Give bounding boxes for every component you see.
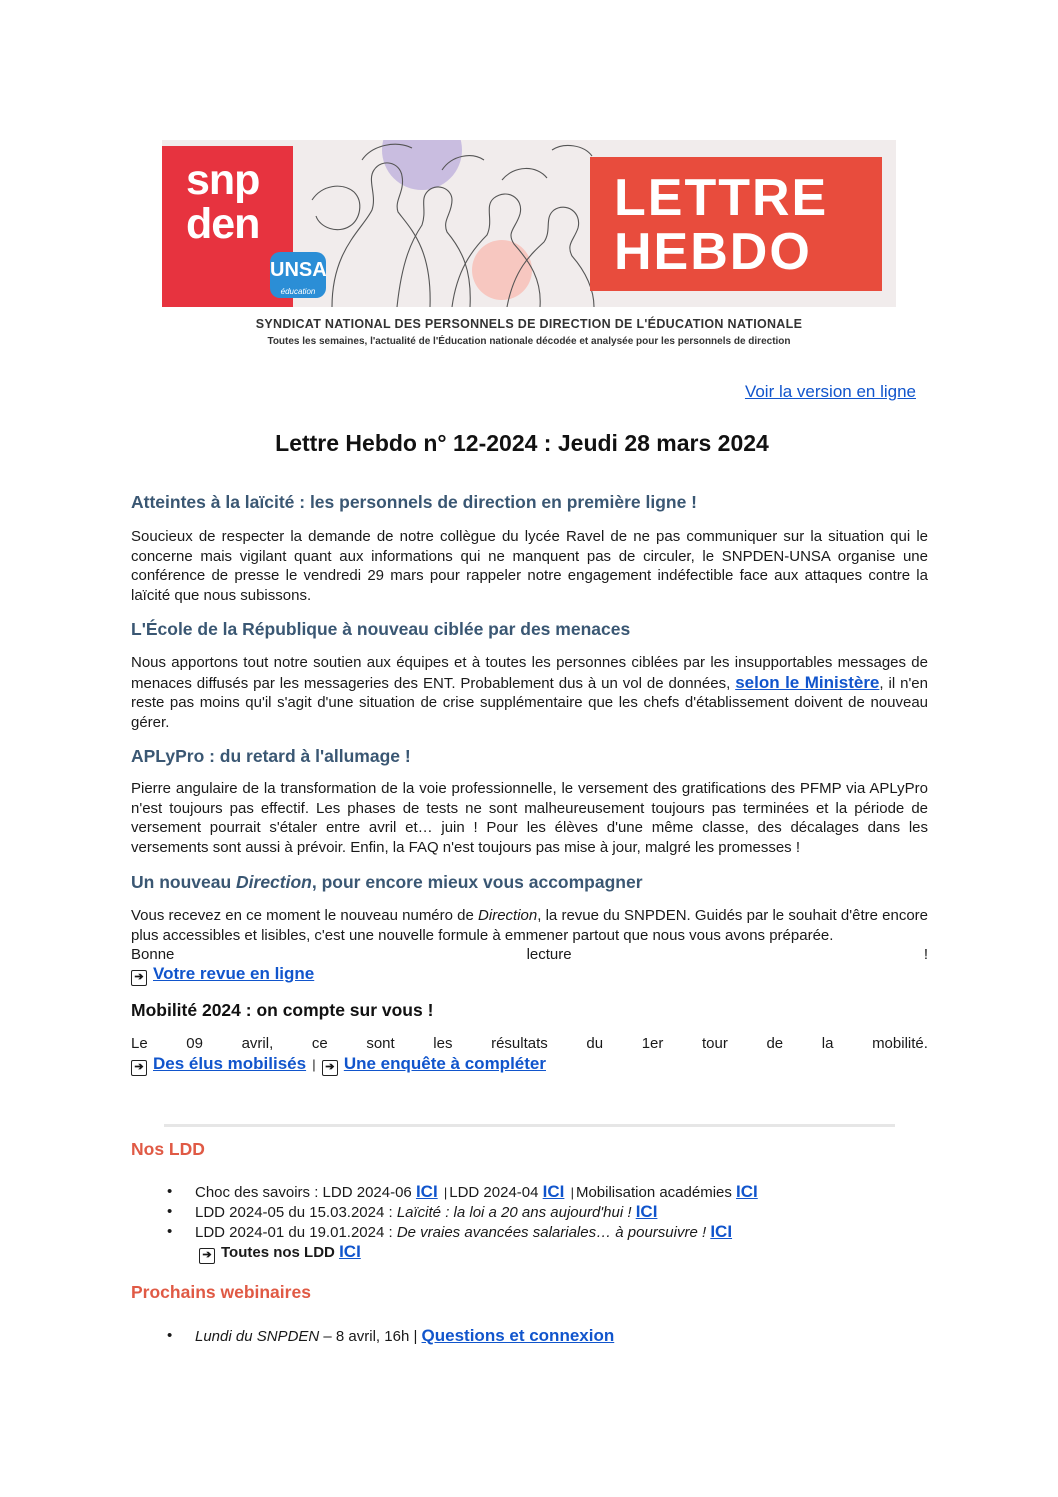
mobilite-word: Le: [131, 1035, 148, 1052]
newsletter-title: Lettre Hebdo n° 12-2024 : Jeudi 28 mars 2024: [275, 430, 769, 456]
section-body-laicite: Soucieux de respecter la demande de notre collègue du lycée Ravel de ne pas communiquer sur la situation qui le concerne mais vigilant quant aux informations qui ne manquent pas de circuler, le SNPDEN-UNSA organise une conférence de presse le vendredi 29 mars pour rappeler notre engagement indéfectible face aux attaques contre la laïcité que nous subissons.: [131, 528, 928, 604]
webinaire-name: Lundi du SNPDEN: [195, 1328, 320, 1345]
arrow-right-icon: ➔: [322, 1060, 338, 1076]
mobilite-line: [131, 1034, 928, 1054]
ici-link[interactable]: ICI: [736, 1182, 758, 1201]
mobilite-word: la: [821, 1035, 834, 1052]
closing-word: Bonne: [131, 946, 175, 963]
elus-mobilises-link[interactable]: Des élus mobilisés: [153, 1054, 307, 1073]
ldd-text: LDD 2024-05 du 15.03.2024 :: [195, 1204, 397, 1221]
list-item: [163, 1222, 758, 1264]
ldd-italic-text: Laïcité : la loi a 20 ans aujourd'hui !: [396, 1204, 636, 1221]
mobilite-word: sont: [366, 1035, 395, 1052]
ici-link[interactable]: ICI: [339, 1242, 361, 1261]
unsa-logo-subtext: éducation: [280, 287, 316, 296]
mobilite-word: 1er: [641, 1035, 664, 1052]
divider: [164, 1124, 895, 1127]
mobilite-word: mobilité.: [872, 1035, 928, 1052]
ministere-link[interactable]: selon le Ministère: [735, 672, 880, 692]
arrow-right-icon: ➔: [199, 1248, 215, 1264]
list-item: [163, 1182, 758, 1202]
logo-line-den: den: [186, 200, 260, 248]
people-sketch-illustration: [302, 140, 602, 307]
separator: |: [570, 1185, 574, 1200]
questions-connexion-link[interactable]: Questions et connexion: [421, 1326, 615, 1345]
section-title-mobilite: Mobilité 2024 : on compte sur vous !: [131, 1000, 434, 1020]
section-body-aplypro: Pierre angulaire de la transformation de la voie professionnelle, le versement des gratifications des PFMP via APLyPro n'est toujours pas effectif. Les phases de tests ne sont malheureusement toujours pas terminées et la période de versement pourrait s'étaler entre avril et… juin ! Pour les élèves d'une même classe, des décalages dans les versements sont aussi à prévoir. Enfin, la FAQ n'est toujours pas mise à jour, malgré les promesses !: [131, 780, 928, 856]
view-online-link[interactable]: Voir la version en ligne: [744, 382, 916, 401]
arrow-right-icon: ➔: [131, 970, 147, 986]
syndicat-name: SYNDICAT NATIONAL DES PERSONNELS DE DIRECTION DE L'ÉDUCATION NATIONALE: [255, 317, 803, 331]
mobilite-word: ce: [311, 1035, 328, 1052]
section-title-direction-part2: , pour encore mieux vous accompagner: [311, 872, 643, 892]
ici-link[interactable]: ICI: [415, 1182, 438, 1201]
separator: |: [312, 1057, 316, 1072]
ici-link[interactable]: ICI: [542, 1182, 565, 1201]
ldd-list: [163, 1182, 758, 1264]
enquete-link[interactable]: Une enquête à compléter: [343, 1054, 546, 1073]
section-title-aplypro: APLyPro : du retard à l'allumage !: [131, 746, 411, 766]
unsa-logo-text: UNSA: [270, 259, 327, 281]
ldd-text: LDD 2024-01 du 19.01.2024 :: [195, 1224, 397, 1241]
section-body-direction-italic: Direction: [478, 907, 538, 924]
all-ldd-row: [195, 1242, 758, 1264]
mobilite-word: avril,: [241, 1035, 274, 1052]
section-body-direction-text1: Vous recevez en ce moment le nouveau numéro de: [131, 907, 479, 924]
logo-line-snp: snp: [186, 156, 260, 204]
lettre-hebdo-title-block: [590, 157, 882, 291]
mobilite-word: du: [586, 1035, 604, 1052]
list-item: [163, 1202, 758, 1222]
all-ldd-label: Toutes nos LDD: [221, 1244, 340, 1261]
ici-link[interactable]: ICI: [635, 1202, 658, 1221]
mobilite-links-row: [131, 1054, 546, 1076]
arrow-right-icon: ➔: [131, 1060, 147, 1076]
section-title-ldd: Nos LDD: [131, 1139, 205, 1159]
mobilite-word: tour: [702, 1035, 728, 1052]
ici-link[interactable]: ICI: [710, 1222, 733, 1241]
list-item: [163, 1326, 614, 1346]
banner-title-line1: LETTRE: [614, 169, 829, 227]
closing-word: !: [923, 946, 928, 963]
ldd-text: Choc des savoirs : LDD 2024-06: [195, 1184, 416, 1201]
mobilite-word: 09: [186, 1035, 203, 1052]
section-title-direction-italic: Direction: [236, 872, 312, 892]
section-body-menaces-text1: Nous apportons tout notre soutien aux équipes et à toutes les personnes ciblées par les insupportables messages de menaces diffusés par les messageries des ENT. Probablement dus à un vol de données,: [131, 654, 928, 692]
section-body-menaces-text2: , il n'en reste pas moins qu'il s'agit d'une situation de crise supplémentaire que les chefs d'établissement doivent de nouveau gérer.: [131, 674, 928, 731]
separator: |: [443, 1185, 448, 1200]
banner-title-line2: HEBDO: [614, 223, 812, 281]
section-title-direction-part1: Un nouveau: [131, 872, 237, 892]
ldd-text: LDD 2024-04: [449, 1184, 543, 1201]
header-banner: [162, 140, 896, 307]
webinaire-date: – 8 avril, 16h |: [319, 1328, 422, 1345]
bonne-lecture-line: [131, 945, 928, 965]
banner-tagline: Toutes les semaines, l'actualité de l'Éducation nationale décodée et analysée pour les personnels de direction: [267, 336, 791, 347]
section-body-direction-text2: , la revue du SNPDEN. Guidés par le souhait d'être encore plus accessibles et lisibles, c'est une nouvelle formule à emmener partout que nous vous avons préparée.: [131, 907, 928, 944]
mobilite-word: les: [433, 1035, 453, 1052]
section-body-direction: [131, 906, 928, 945]
mobilite-word: de: [766, 1035, 784, 1052]
revue-en-ligne-link[interactable]: Votre revue en ligne: [153, 964, 315, 983]
section-body-menaces: [131, 653, 928, 732]
section-title-laicite: Atteintes à la laïcité : les personnels de direction en première ligne !: [131, 492, 698, 512]
closing-word: lecture: [526, 946, 572, 963]
webinaires-list: [163, 1326, 614, 1346]
section-title-direction: [131, 872, 643, 893]
ldd-text: Mobilisation académies: [575, 1184, 737, 1201]
section-title-webinaires: Prochains webinaires: [131, 1282, 311, 1302]
revue-link-row: [131, 964, 314, 986]
ldd-italic-text: De vraies avancées salariales… à poursuivre !: [396, 1224, 711, 1241]
section-title-menaces: L'École de la République à nouveau ciblée par des menaces: [131, 619, 631, 639]
mobilite-word: résultats: [491, 1035, 548, 1052]
